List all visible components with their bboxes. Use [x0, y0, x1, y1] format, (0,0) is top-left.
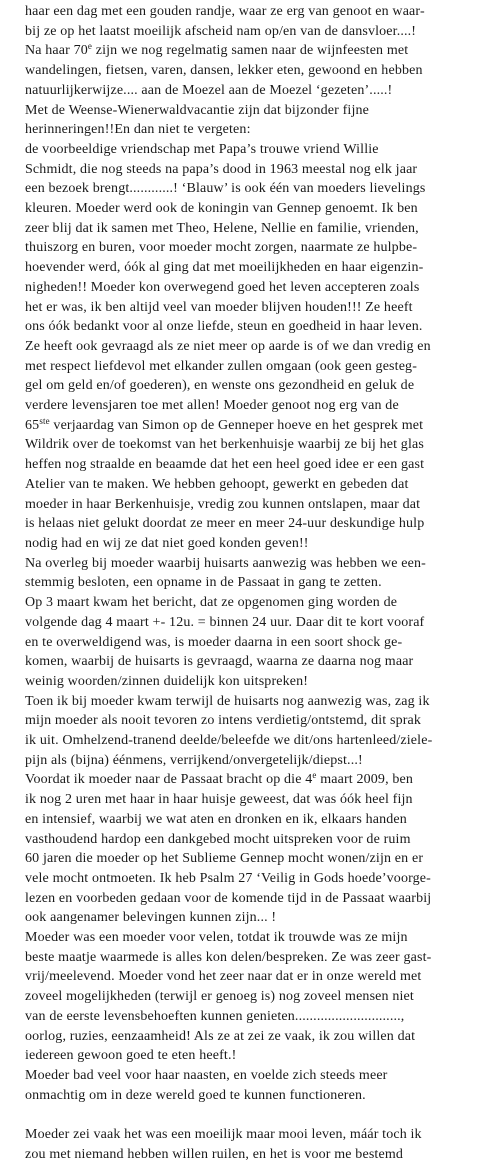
text-line: 60 jaren die moeder op het Sublieme Gennep mocht wonen/zijn en er: [25, 851, 424, 867]
text-line: kleuren. Moeder werd ook de koningin van Gennep genoemt. Ik ben: [25, 201, 418, 217]
text-line: iedereen gewoon goed te eten heeft.!: [25, 1048, 237, 1064]
text-line: zeer blij dat ik samen met Theo, Helene, Nellie en familie, vrienden,: [25, 220, 419, 236]
line-text: Na haar 70: [25, 43, 88, 59]
text-line: zou met niemand hebben willen ruilen, en het is voor me bestemd: [25, 1146, 404, 1162]
text-line: stemmig besloten, een opname in de Passaat in gang te zetten.: [25, 575, 382, 591]
text-line: Toen ik bij moeder kwam terwijl de huisarts nog aanwezig was, zag ik: [25, 693, 430, 709]
text-line: Moeder bad veel voor haar naasten, en voelde zich steeds meer: [25, 1067, 388, 1083]
superscript: ste: [39, 415, 50, 426]
text-line: van de eerste levensbehoeften kunnen genieten.............................,: [25, 1008, 405, 1024]
text-line: mijn moeder als nooit tevoren zo intens verdietig/ontstemd, dit sprak: [25, 713, 422, 729]
text-line: ook aangenamer belevingen kunnen zijn... !: [25, 910, 277, 926]
text-line: is helaas niet gelukt doordat ze meer en meer 24-uur deskundige hulp: [25, 516, 425, 532]
text-line: Op 3 maart kwam het bericht, dat ze opgenomen ging worden de: [25, 595, 398, 611]
superscript: e: [87, 41, 93, 52]
text-line: bij ze op het laatst moeilijk afscheid nam op/en van de dansvloer....!: [25, 23, 417, 39]
text-line: heffen nog straalde en beaamde dat het een heel goed idee er een gast: [25, 457, 425, 473]
text-line: volgende dag 4 maart +- 12u. = binnen 24 uur. Daar dit te kort vooraf: [25, 614, 425, 630]
line-text: verjaardag van Simon op de Genneper hoeve en het gesprek met: [49, 417, 424, 433]
text-line: beste maatje waarmede is alles kon delen/bespreken. Ze was zeer gast-: [25, 949, 432, 965]
text-line: en intensief, waarbij we wat aten en dronken en ik, elkaars handen: [25, 811, 407, 827]
text-line: zoveel mogelijkheden (terwijl er genoeg is) nog zoveel mensen niet: [25, 989, 414, 1005]
text-line: pijn als (bijna) éénmens, verrijkend/onvergetelijk/diepst...!: [25, 752, 363, 768]
text-line: de voorbeeldige vriendschap met Papa’s trouwe vriend Willie: [25, 141, 379, 157]
text-line: [25, 416, 492, 436]
text-line: gel om geld en/of goederen), en wenste ons gezondheid en geluk de: [25, 378, 415, 394]
text-line: het er was, ik ben altijd veel van moeder blijven houden!!! Ze heeft: [25, 299, 413, 315]
text-line: vasthoudend hardop een dankgebed mocht uitspreken voor de ruim: [25, 831, 411, 847]
text-line: Na overleg bij moeder waarbij huisarts aanwezig was hebben we een-: [25, 555, 426, 571]
text-line: Atelier van te maken. We hebben gehoopt, gewerkt en gebeden dat: [25, 476, 409, 492]
line-text: zijn we nog regelmatig samen naar de wijnfeesten met: [92, 43, 409, 59]
text-line: ik uit. Omhelzend-tranend deelde/beleefde we dit/ons hartenleed/ziele-: [25, 733, 433, 749]
text-line: onmachtig om in deze wereld goed te kunnen functioneren.: [25, 1087, 366, 1103]
text-line: [25, 770, 492, 790]
line-text: Voordat ik moeder naar de Passaat bracht op die 4: [25, 772, 313, 788]
text-line: natuurlijkerwijze.... aan de Moezel aan de Moezel ‘gezeten’.....!: [25, 82, 393, 98]
text-line: Wildrik over de toekomst van het berkenhuisje waarbij ze bij het glas: [25, 437, 424, 453]
text-line: Schmidt, die nog steeds na papa’s dood in 1963 meestal nog elk jaar: [25, 161, 418, 177]
line-text: maart 2009, ben: [316, 772, 414, 788]
text-line: moeder in haar Berkenhuisje, vredig zou kunnen ontslapen, maar dat: [25, 496, 421, 512]
superscript: e: [312, 770, 317, 781]
text-line: Met de Weense-Wienerwaldvacantie zijn dat bijzonder fijne: [25, 102, 370, 118]
line-text: 65: [25, 417, 40, 433]
text-line: thuiszorg en buren, voor moeder mocht zorgen, naarmate ze hulpbe-: [25, 240, 418, 256]
text-line: Moeder zei vaak het was een moeilijk maar mooi leven, máár toch ik: [25, 1127, 422, 1143]
text-line: met respect liefdevol met elkander zullen omgaan (ook geen gesteg-: [25, 358, 418, 374]
text-line: vrij/meelevend. Moeder vond het zeer naar dat er in onze wereld met: [25, 969, 422, 985]
text-line: hoevender werd, óók al ging dat met moeilijkheden en haar eigenzin-: [25, 260, 424, 276]
text-line: verdere levensjaren toe met allen! Moeder genoot nog erg van de: [25, 398, 399, 414]
text-line: haar een dag met een gouden randje, waar ze erg van genoot en waar-: [25, 4, 425, 19]
text-line: nodig had en wij ze dat niet goed konden geven!!: [25, 535, 309, 551]
text-line: ik nog 2 uren met haar in haar huisje geweest, dat was óók heel fijn: [25, 792, 413, 808]
text-line: [25, 1105, 492, 1125]
text-line: vele mocht ontmoeten. Ik heb Psalm 27 ‘Veilig in Gods hoede’voorge-: [25, 870, 431, 886]
text-line: ons óók bedankt voor al onze liefde, steun en goedheid in haar leven.: [25, 319, 423, 335]
text-line: nigheden!! Moeder kon overwegend goed het leven accepteren zoals: [25, 279, 420, 295]
text-line: Ze heeft ook gevraagd als ze niet meer op aarde is of we dan vredig en: [25, 338, 431, 354]
text-line: komen, waarbij de huisarts is gevraagd, waarna ze daarna nog maar: [25, 654, 414, 670]
text-line: lezen en voorbeden gedaan voor de komende tijd in de Passaat waarbij: [25, 890, 432, 906]
text-line: een bezoek brengt............! ‘Blauw’ is ook één van moeders lievelings: [25, 181, 426, 197]
text-line: weinig woorden/zinnen duidelijk kon uitspreken!: [25, 673, 309, 689]
text-line: en te overweldigend was, is moeder daarna in een soort shock ge-: [25, 634, 403, 650]
text-line: oorlog, ruzies, eenzaamheid! Als ze at zei ze vaak, ik zou willen dat: [25, 1028, 416, 1044]
text-line: Moeder was een moeder voor velen, totdat ik trouwde was ze mijn: [25, 930, 408, 946]
text-line: wandelingen, fietsen, varen, dansen, lekker eten, gewoond en hebben: [25, 63, 423, 79]
text-line: herinneringen!!En dan niet te vergeten:: [25, 122, 251, 138]
text-line: [25, 41, 492, 61]
